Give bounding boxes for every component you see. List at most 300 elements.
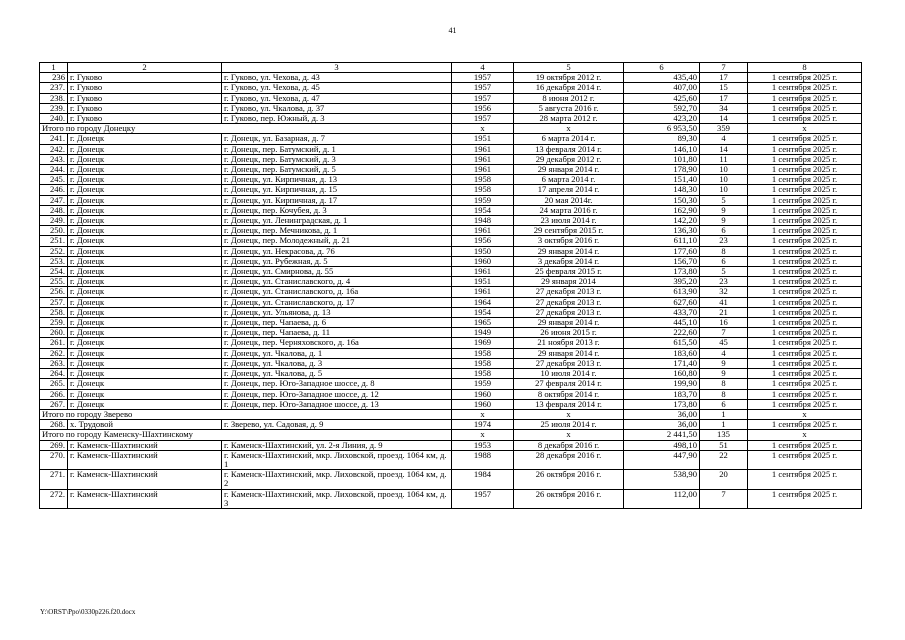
row-number-cell: 252. <box>40 246 68 256</box>
table-row <box>40 134 862 144</box>
table-row <box>40 73 862 83</box>
year-cell: 1958 <box>452 358 514 368</box>
people-cell: 9 <box>700 369 748 379</box>
row-number-cell: 247. <box>40 195 68 205</box>
header-cell: 3 <box>222 63 452 73</box>
address-cell: г. Гуково, пер. Южный, д. 3 <box>222 114 452 124</box>
header-cell: 2 <box>68 63 222 73</box>
locality-cell: г. Гуково <box>68 114 222 124</box>
people-cell: 1 <box>700 409 748 419</box>
table-row <box>40 297 862 307</box>
row-number-cell: 264. <box>40 369 68 379</box>
locality-cell: г. Донецк <box>68 297 222 307</box>
table-row <box>40 114 862 124</box>
area-cell: 498,10 <box>624 440 700 450</box>
area-cell: 222,60 <box>624 328 700 338</box>
date-cell: 27 декабря 2013 г. <box>514 297 624 307</box>
year-cell: 1961 <box>452 154 514 164</box>
deadline-cell: 1 сентября 2025 г. <box>748 379 862 389</box>
locality-cell: г. Донецк <box>68 195 222 205</box>
deadline-cell: х <box>748 430 862 440</box>
deadline-cell: 1 сентября 2025 г. <box>748 267 862 277</box>
people-cell: 9 <box>700 216 748 226</box>
people-cell: 10 <box>700 165 748 175</box>
deadline-cell: 1 сентября 2025 г. <box>748 489 862 508</box>
address-cell: г. Донецк, ул. Станиславского, д. 16а <box>222 287 452 297</box>
address-cell: г. Донецк, пер. Батумский, д. 1 <box>222 144 452 154</box>
address-cell: г. Донецк, ул. Чкалова, д. 3 <box>222 358 452 368</box>
year-cell: 1957 <box>452 489 514 508</box>
people-cell: 5 <box>700 195 748 205</box>
area-cell: 183,60 <box>624 348 700 358</box>
deadline-cell: 1 сентября 2025 г. <box>748 246 862 256</box>
year-cell: 1988 <box>452 450 514 469</box>
locality-cell: г. Донецк <box>68 369 222 379</box>
area-cell: 146,10 <box>624 144 700 154</box>
people-cell: 5 <box>700 267 748 277</box>
header-cell: 8 <box>748 63 862 73</box>
table-row <box>40 216 862 226</box>
address-cell: г. Каменск-Шахтинский, мкр. Лиховской, проезд. 1064 км, д. 2 <box>222 470 452 489</box>
deadline-cell: х <box>748 124 862 134</box>
row-number-cell: 258. <box>40 307 68 317</box>
locality-cell: г. Донецк <box>68 256 222 266</box>
people-cell: 16 <box>700 318 748 328</box>
table-row <box>40 379 862 389</box>
deadline-cell: 1 сентября 2025 г. <box>748 93 862 103</box>
locality-cell: г. Донецк <box>68 277 222 287</box>
deadline-cell: 1 сентября 2025 г. <box>748 318 862 328</box>
table-row <box>40 83 862 93</box>
row-number-cell: 241. <box>40 134 68 144</box>
address-cell: г. Гуково, ул. Чехова, д. 43 <box>222 73 452 83</box>
year-cell: 1958 <box>452 185 514 195</box>
deadline-cell: 1 сентября 2025 г. <box>748 185 862 195</box>
deadline-cell: 1 сентября 2025 г. <box>748 144 862 154</box>
row-number-cell: 236 <box>40 73 68 83</box>
year-cell: 1957 <box>452 73 514 83</box>
address-cell: г. Донецк, пер. Юго-Западное шоссе, д. 13 <box>222 399 452 409</box>
deadline-cell: х <box>748 409 862 419</box>
year-cell: 1951 <box>452 134 514 144</box>
area-cell: 148,30 <box>624 185 700 195</box>
address-cell: г. Донецк, пер. Чапаева, д. 6 <box>222 318 452 328</box>
table-row <box>40 144 862 154</box>
area-cell: 445,10 <box>624 318 700 328</box>
address-cell: г. Донецк, ул. Станиславского, д. 17 <box>222 297 452 307</box>
locality-cell: г. Каменск-Шахтинский <box>68 489 222 508</box>
area-cell: 36,00 <box>624 420 700 430</box>
row-number-cell: 261. <box>40 338 68 348</box>
date-cell: 5 августа 2016 г. <box>514 103 624 113</box>
deadline-cell: 1 сентября 2025 г. <box>748 440 862 450</box>
people-cell: 11 <box>700 154 748 164</box>
people-cell: 45 <box>700 338 748 348</box>
deadline-cell: 1 сентября 2025 г. <box>748 277 862 287</box>
area-cell: 150,30 <box>624 195 700 205</box>
subtotal-row <box>40 430 862 440</box>
address-cell: г. Донецк, ул. Станиславского, д. 4 <box>222 277 452 287</box>
table-row <box>40 103 862 113</box>
header-cell: 4 <box>452 63 514 73</box>
date-cell: 28 марта 2012 г. <box>514 114 624 124</box>
year-cell: 1961 <box>452 287 514 297</box>
locality-cell: г. Донецк <box>68 328 222 338</box>
people-cell: 51 <box>700 440 748 450</box>
deadline-cell: 1 сентября 2025 г. <box>748 450 862 469</box>
header-cell: 1 <box>40 63 68 73</box>
area-cell: 178,90 <box>624 165 700 175</box>
deadline-cell: 1 сентября 2025 г. <box>748 338 862 348</box>
area-cell: 613,90 <box>624 287 700 297</box>
area-cell: 433,70 <box>624 307 700 317</box>
deadline-cell: 1 сентября 2025 г. <box>748 420 862 430</box>
deadline-cell: 1 сентября 2025 г. <box>748 195 862 205</box>
area-cell: 171,40 <box>624 358 700 368</box>
people-cell: 9 <box>700 358 748 368</box>
locality-cell: г. Гуково <box>68 83 222 93</box>
address-cell: г. Каменск-Шахтинский, ул. 2-я Линия, д. 9 <box>222 440 452 450</box>
locality-cell: г. Донецк <box>68 236 222 246</box>
table-row <box>40 246 862 256</box>
row-number-cell: 269. <box>40 440 68 450</box>
locality-cell: г. Каменск-Шахтинский <box>68 450 222 469</box>
date-cell: 23 июля 2014 г. <box>514 216 624 226</box>
address-cell: г. Донецк, ул. Смирнова, д. 55 <box>222 267 452 277</box>
area-cell: 423,20 <box>624 114 700 124</box>
deadline-cell: 1 сентября 2025 г. <box>748 307 862 317</box>
deadline-cell: 1 сентября 2025 г. <box>748 369 862 379</box>
people-cell: 10 <box>700 175 748 185</box>
table-row <box>40 420 862 430</box>
area-cell: 177,60 <box>624 246 700 256</box>
address-cell: г. Донецк, ул. Чкалова, д. 5 <box>222 369 452 379</box>
date-cell: 10 июля 2014 г. <box>514 369 624 379</box>
date-cell: 28 декабря 2016 г. <box>514 450 624 469</box>
date-cell: 27 декабря 2013 г. <box>514 287 624 297</box>
people-cell: 14 <box>700 144 748 154</box>
area-cell: 627,60 <box>624 297 700 307</box>
row-number-cell: 271. <box>40 470 68 489</box>
row-number-cell: 239. <box>40 103 68 113</box>
footer-file-path: Y:\ORST\Ppo\0330p226.f20.docx <box>40 608 136 616</box>
subtotal-label: Итого по городу Каменску-Шахтинскому <box>40 430 452 440</box>
area-cell: 6 953,50 <box>624 124 700 134</box>
people-cell: 21 <box>700 307 748 317</box>
year-cell: 1956 <box>452 236 514 246</box>
date-cell: 29 сентября 2015 г. <box>514 226 624 236</box>
people-cell: 15 <box>700 83 748 93</box>
deadline-cell: 1 сентября 2025 г. <box>748 470 862 489</box>
date-cell: 21 ноября 2013 г. <box>514 338 624 348</box>
people-cell: 6 <box>700 226 748 236</box>
address-cell: г. Донецк, пер. Кочубея, д. 3 <box>222 205 452 215</box>
deadline-cell: 1 сентября 2025 г. <box>748 297 862 307</box>
date-cell: 27 декабря 2013 г. <box>514 358 624 368</box>
date-cell: 29 января 2014 г. <box>514 318 624 328</box>
row-number-cell: 265. <box>40 379 68 389</box>
people-cell: 14 <box>700 114 748 124</box>
date-cell: 27 декабря 2013 г. <box>514 307 624 317</box>
date-cell: 29 января 2014 г. <box>514 348 624 358</box>
year-cell: 1965 <box>452 318 514 328</box>
year-cell: 1969 <box>452 338 514 348</box>
year-cell: 1954 <box>452 307 514 317</box>
subtotal-row <box>40 124 862 134</box>
address-cell: г. Зверево, ул. Садовая, д. 9 <box>222 420 452 430</box>
table-row <box>40 205 862 215</box>
row-number-cell: 268. <box>40 420 68 430</box>
table-row <box>40 277 862 287</box>
address-cell: г. Донецк, ул. Ленинградская, д. 1 <box>222 216 452 226</box>
people-cell: 32 <box>700 287 748 297</box>
date-cell: 8 октября 2014 г. <box>514 389 624 399</box>
locality-cell: г. Донецк <box>68 144 222 154</box>
deadline-cell: 1 сентября 2025 г. <box>748 73 862 83</box>
date-cell: 29 января 2014 г. <box>514 165 624 175</box>
year-cell: 1974 <box>452 420 514 430</box>
row-number-cell: 249. <box>40 216 68 226</box>
deadline-cell: 1 сентября 2025 г. <box>748 83 862 93</box>
subtotal-label: Итого по городу Зверево <box>40 409 452 419</box>
year-cell: 1950 <box>452 246 514 256</box>
people-cell: 4 <box>700 134 748 144</box>
area-cell: 538,90 <box>624 470 700 489</box>
locality-cell: г. Донецк <box>68 287 222 297</box>
area-cell: 112,00 <box>624 489 700 508</box>
table-row <box>40 318 862 328</box>
date-cell: 29 декабря 2012 г. <box>514 154 624 164</box>
area-cell: 173,80 <box>624 267 700 277</box>
locality-cell: г. Донецк <box>68 246 222 256</box>
people-cell: 23 <box>700 236 748 246</box>
deadline-cell: 1 сентября 2025 г. <box>748 358 862 368</box>
date-cell: 25 февраля 2015 г. <box>514 267 624 277</box>
data-table <box>39 62 862 509</box>
deadline-cell: 1 сентября 2025 г. <box>748 389 862 399</box>
people-cell: 17 <box>700 93 748 103</box>
area-cell: 395,20 <box>624 277 700 287</box>
people-cell: 359 <box>700 124 748 134</box>
address-cell: г. Донецк, пер. Черняховского, д. 16а <box>222 338 452 348</box>
table-row <box>40 154 862 164</box>
locality-cell: г. Гуково <box>68 103 222 113</box>
deadline-cell: 1 сентября 2025 г. <box>748 226 862 236</box>
area-cell: 2 441,50 <box>624 430 700 440</box>
date-cell: 26 октября 2016 г. <box>514 470 624 489</box>
table-row <box>40 328 862 338</box>
year-cell: 1949 <box>452 328 514 338</box>
locality-cell: г. Донецк <box>68 267 222 277</box>
table-row <box>40 93 862 103</box>
table-row <box>40 185 862 195</box>
address-cell: г. Донецк, ул. Рубежная, д. 5 <box>222 256 452 266</box>
locality-cell: г. Донецк <box>68 389 222 399</box>
table-row <box>40 256 862 266</box>
row-number-cell: 237. <box>40 83 68 93</box>
year-cell: х <box>452 124 514 134</box>
row-number-cell: 253. <box>40 256 68 266</box>
date-cell: 27 февраля 2014 г. <box>514 379 624 389</box>
area-cell: 447,90 <box>624 450 700 469</box>
locality-cell: г. Донецк <box>68 226 222 236</box>
year-cell: 1956 <box>452 103 514 113</box>
address-cell: г. Каменск-Шахтинский, мкр. Лиховской, проезд. 1064 км, д. 3 <box>222 489 452 508</box>
table-row <box>40 236 862 246</box>
locality-cell: г. Донецк <box>68 154 222 164</box>
area-cell: 162,90 <box>624 205 700 215</box>
locality-cell: г. Донецк <box>68 338 222 348</box>
year-cell: 1961 <box>452 226 514 236</box>
row-number-cell: 254. <box>40 267 68 277</box>
table-row <box>40 369 862 379</box>
locality-cell: г. Донецк <box>68 358 222 368</box>
row-number-cell: 240. <box>40 114 68 124</box>
table-row <box>40 450 862 469</box>
address-cell: г. Донецк, ул. Кирпичная, д. 17 <box>222 195 452 205</box>
people-cell: 10 <box>700 185 748 195</box>
header-cell: 6 <box>624 63 700 73</box>
locality-cell: г. Донецк <box>68 134 222 144</box>
row-number-cell: 244. <box>40 165 68 175</box>
year-cell: 1960 <box>452 399 514 409</box>
locality-cell: г. Донецк <box>68 205 222 215</box>
deadline-cell: 1 сентября 2025 г. <box>748 205 862 215</box>
locality-cell: г. Гуково <box>68 73 222 83</box>
row-number-cell: 263. <box>40 358 68 368</box>
year-cell: 1961 <box>452 165 514 175</box>
locality-cell: г. Донецк <box>68 165 222 175</box>
date-cell: 25 июля 2014 г. <box>514 420 624 430</box>
people-cell: 7 <box>700 489 748 508</box>
table-body <box>40 73 862 509</box>
table-row <box>40 399 862 409</box>
table-row <box>40 440 862 450</box>
year-cell: 1961 <box>452 267 514 277</box>
row-number-cell: 262. <box>40 348 68 358</box>
area-cell: 199,90 <box>624 379 700 389</box>
address-cell: г. Донецк, пер. Юго-Западное шоссе, д. 8 <box>222 379 452 389</box>
area-cell: 36,00 <box>624 409 700 419</box>
year-cell: 1954 <box>452 205 514 215</box>
row-number-cell: 266. <box>40 389 68 399</box>
locality-cell: г. Донецк <box>68 399 222 409</box>
deadline-cell: 1 сентября 2025 г. <box>748 287 862 297</box>
people-cell: 17 <box>700 73 748 83</box>
date-cell: 13 февраля 2014 г. <box>514 399 624 409</box>
row-number-cell: 243. <box>40 154 68 164</box>
year-cell: 1984 <box>452 470 514 489</box>
date-cell: 16 декабря 2014 г. <box>514 83 624 93</box>
area-cell: 151,40 <box>624 175 700 185</box>
table-row <box>40 389 862 399</box>
row-number-cell: 246. <box>40 185 68 195</box>
address-cell: г. Гуково, ул. Чкалова, д. 37 <box>222 103 452 113</box>
locality-cell: г. Гуково <box>68 93 222 103</box>
deadline-cell: 1 сентября 2025 г. <box>748 328 862 338</box>
deadline-cell: 1 сентября 2025 г. <box>748 114 862 124</box>
row-number-cell: 250. <box>40 226 68 236</box>
row-number-cell: 255. <box>40 277 68 287</box>
header-cell: 5 <box>514 63 624 73</box>
address-cell: г. Донецк, пер. Юго-Западное шоссе, д. 12 <box>222 389 452 399</box>
area-cell: 160,80 <box>624 369 700 379</box>
page-number: 41 <box>448 26 457 35</box>
locality-cell: г. Донецк <box>68 216 222 226</box>
deadline-cell: 1 сентября 2025 г. <box>748 103 862 113</box>
table-row <box>40 175 862 185</box>
locality-cell: г. Донецк <box>68 175 222 185</box>
year-cell: 1958 <box>452 175 514 185</box>
address-cell: г. Донецк, пер. Чапаева, д. 11 <box>222 328 452 338</box>
people-cell: 8 <box>700 389 748 399</box>
people-cell: 41 <box>700 297 748 307</box>
row-number-cell: 270. <box>40 450 68 469</box>
year-cell: 1959 <box>452 195 514 205</box>
deadline-cell: 1 сентября 2025 г. <box>748 348 862 358</box>
area-cell: 592,70 <box>624 103 700 113</box>
address-cell: г. Донецк, пер. Молодежный, д. 21 <box>222 236 452 246</box>
locality-cell: г. Донецк <box>68 318 222 328</box>
people-cell: 6 <box>700 399 748 409</box>
header-cell: 7 <box>700 63 748 73</box>
year-cell: 1959 <box>452 379 514 389</box>
year-cell: х <box>452 430 514 440</box>
area-cell: 611,10 <box>624 236 700 246</box>
address-cell: г. Донецк, пер. Батумский, д. 3 <box>222 154 452 164</box>
date-cell: 8 июня 2012 г. <box>514 93 624 103</box>
table-row <box>40 287 862 297</box>
date-cell: 26 июня 2015 г. <box>514 328 624 338</box>
date-cell: 13 февраля 2014 г. <box>514 144 624 154</box>
table-row <box>40 226 862 236</box>
deadline-cell: 1 сентября 2025 г. <box>748 134 862 144</box>
date-cell: 29 января 2014 г. <box>514 246 624 256</box>
area-cell: 156,70 <box>624 256 700 266</box>
deadline-cell: 1 сентября 2025 г. <box>748 216 862 226</box>
date-cell: 17 апреля 2014 г. <box>514 185 624 195</box>
year-cell: 1964 <box>452 297 514 307</box>
area-cell: 142,20 <box>624 216 700 226</box>
year-cell: 1958 <box>452 369 514 379</box>
address-cell: г. Донецк, ул. Кирпичная, д. 13 <box>222 175 452 185</box>
address-cell: г. Донецк, ул. Некрасова, д. 76 <box>222 246 452 256</box>
locality-cell: г. Каменск-Шахтинский <box>68 440 222 450</box>
address-cell: г. Донецк, ул. Ульянова, д. 13 <box>222 307 452 317</box>
area-cell: 173,80 <box>624 399 700 409</box>
table-row <box>40 165 862 175</box>
table-row <box>40 470 862 489</box>
locality-cell: г. Каменск-Шахтинский <box>68 470 222 489</box>
date-cell: 19 октября 2012 г. <box>514 73 624 83</box>
area-cell: 101,80 <box>624 154 700 164</box>
people-cell: 135 <box>700 430 748 440</box>
column-number-row <box>40 63 862 73</box>
date-cell: 3 октября 2016 г. <box>514 236 624 246</box>
date-cell: 6 марта 2014 г. <box>514 175 624 185</box>
people-cell: 8 <box>700 246 748 256</box>
people-cell: 7 <box>700 328 748 338</box>
address-cell: г. Гуково, ул. Чехова, д. 47 <box>222 93 452 103</box>
address-cell: г. Каменск-Шахтинский, мкр. Лиховской, проезд. 1064 км, д. 1 <box>222 450 452 469</box>
table-row <box>40 307 862 317</box>
area-cell: 435,40 <box>624 73 700 83</box>
people-cell: 23 <box>700 277 748 287</box>
row-number-cell: 260. <box>40 328 68 338</box>
row-number-cell: 267. <box>40 399 68 409</box>
locality-cell: г. Донецк <box>68 307 222 317</box>
area-cell: 136,30 <box>624 226 700 236</box>
